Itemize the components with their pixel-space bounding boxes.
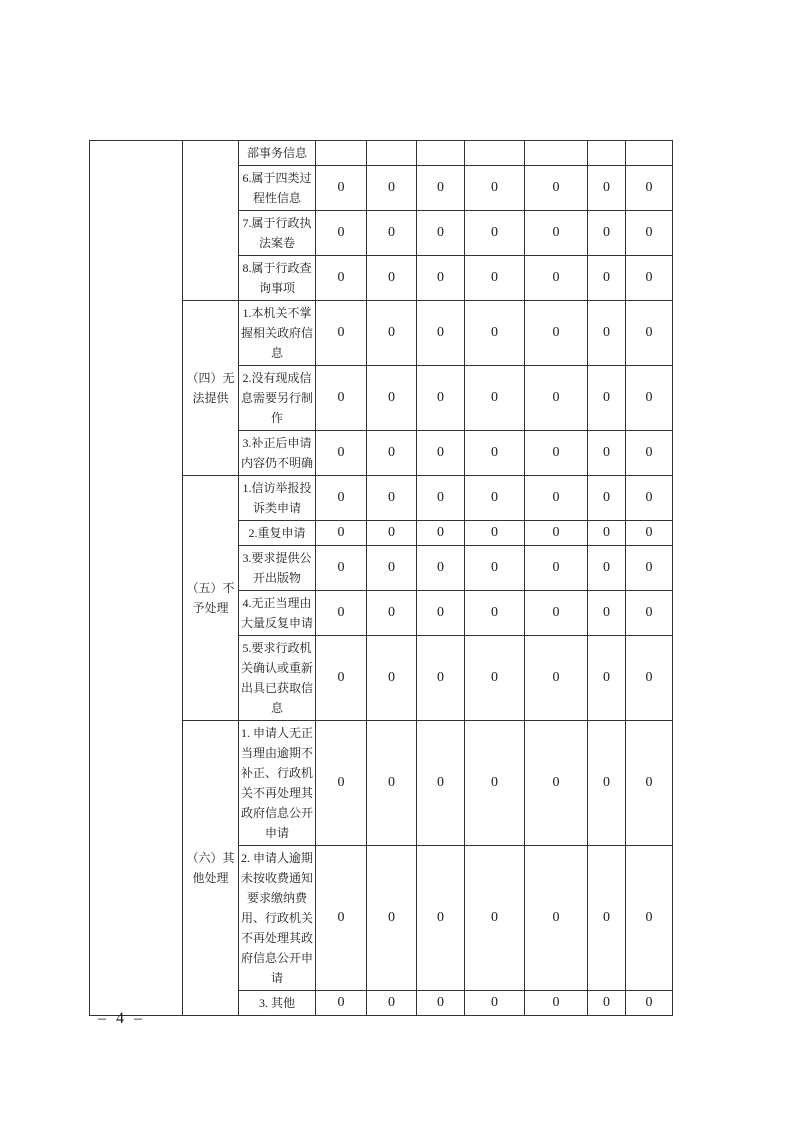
row-label-cell: 3.补正后申请内容仍不明确 xyxy=(239,431,316,476)
value-cell: 0 xyxy=(316,546,367,591)
value-cell: 0 xyxy=(465,301,525,366)
value-cell: 0 xyxy=(465,546,525,591)
value-cell: 0 xyxy=(588,521,626,546)
value-cell: 0 xyxy=(417,521,465,546)
value-cell: 0 xyxy=(626,256,673,301)
row-label-cell: 3.要求提供公开出版物 xyxy=(239,546,316,591)
value-cell: 0 xyxy=(525,476,588,521)
value-cell: 0 xyxy=(417,991,465,1016)
value-cell: 0 xyxy=(626,431,673,476)
table-row xyxy=(90,141,673,166)
value-cell: 0 xyxy=(367,431,417,476)
value-cell: 0 xyxy=(626,366,673,431)
value-cell: 0 xyxy=(588,211,626,256)
value-cell: 0 xyxy=(417,431,465,476)
row-label-cell: 部事务信息 xyxy=(239,141,316,166)
value-cell: 0 xyxy=(626,301,673,366)
value-cell: 0 xyxy=(417,476,465,521)
value-cell: 0 xyxy=(367,591,417,636)
value-cell xyxy=(465,141,525,166)
section-label-cell: （五）不予处理 xyxy=(183,476,239,721)
value-cell: 0 xyxy=(316,846,367,991)
value-cell: 0 xyxy=(626,721,673,846)
value-cell: 0 xyxy=(588,991,626,1016)
value-cell: 0 xyxy=(525,991,588,1016)
value-cell xyxy=(626,141,673,166)
value-cell: 0 xyxy=(588,846,626,991)
value-cell: 0 xyxy=(417,546,465,591)
value-cell xyxy=(316,141,367,166)
value-cell: 0 xyxy=(626,211,673,256)
value-cell: 0 xyxy=(588,591,626,636)
row-label-cell: 1.信访举报投诉类申请 xyxy=(239,476,316,521)
row-label-cell: 5.要求行政机关确认或重新出具已获取信息 xyxy=(239,636,316,721)
value-cell: 0 xyxy=(588,256,626,301)
value-cell: 0 xyxy=(316,521,367,546)
value-cell: 0 xyxy=(316,636,367,721)
value-cell: 0 xyxy=(465,636,525,721)
value-cell: 0 xyxy=(417,636,465,721)
value-cell: 0 xyxy=(316,166,367,211)
value-cell: 0 xyxy=(367,476,417,521)
value-cell: 0 xyxy=(525,431,588,476)
value-cell: 0 xyxy=(316,476,367,521)
value-cell: 0 xyxy=(465,591,525,636)
value-cell: 0 xyxy=(417,256,465,301)
value-cell: 0 xyxy=(626,991,673,1016)
section-label-cell: （六）其他处理 xyxy=(183,721,239,1016)
value-cell: 0 xyxy=(417,591,465,636)
value-cell: 0 xyxy=(525,166,588,211)
value-cell: 0 xyxy=(367,991,417,1016)
row-label-cell: 2. 申请人逾期未按收费通知要求缴纳费用、行政机关不再处理其政府信息公开申请 xyxy=(239,846,316,991)
value-cell: 0 xyxy=(367,256,417,301)
value-cell: 0 xyxy=(626,591,673,636)
value-cell: 0 xyxy=(525,591,588,636)
value-cell: 0 xyxy=(465,211,525,256)
section-label-cell xyxy=(183,141,239,301)
value-cell: 0 xyxy=(465,521,525,546)
value-cell: 0 xyxy=(367,636,417,721)
value-cell xyxy=(588,141,626,166)
value-cell: 0 xyxy=(417,166,465,211)
disclosure-report-table xyxy=(89,140,673,1016)
section-label-cell: （四）无法提供 xyxy=(183,301,239,476)
row-label-cell: 8.属于行政查询事项 xyxy=(239,256,316,301)
page-number: – 4 – xyxy=(98,1010,145,1027)
value-cell: 0 xyxy=(465,846,525,991)
value-cell: 0 xyxy=(465,256,525,301)
value-cell: 0 xyxy=(465,476,525,521)
value-cell: 0 xyxy=(417,211,465,256)
value-cell: 0 xyxy=(316,431,367,476)
value-cell: 0 xyxy=(367,366,417,431)
row-label-cell: 6.属于四类过程性信息 xyxy=(239,166,316,211)
value-cell: 0 xyxy=(588,431,626,476)
value-cell: 0 xyxy=(316,366,367,431)
value-cell xyxy=(525,141,588,166)
value-cell: 0 xyxy=(626,476,673,521)
value-cell: 0 xyxy=(588,476,626,521)
value-cell: 0 xyxy=(465,431,525,476)
row-label-cell: 3. 其他 xyxy=(239,991,316,1016)
value-cell: 0 xyxy=(417,846,465,991)
value-cell xyxy=(417,141,465,166)
value-cell: 0 xyxy=(417,301,465,366)
value-cell: 0 xyxy=(367,301,417,366)
value-cell: 0 xyxy=(367,846,417,991)
value-cell: 0 xyxy=(626,636,673,721)
value-cell: 0 xyxy=(367,721,417,846)
value-cell: 0 xyxy=(465,721,525,846)
value-cell: 0 xyxy=(525,636,588,721)
value-cell: 0 xyxy=(316,721,367,846)
value-cell: 0 xyxy=(367,211,417,256)
value-cell: 0 xyxy=(417,721,465,846)
value-cell: 0 xyxy=(588,301,626,366)
row-label-cell: 4.无正当理由大量反复申请 xyxy=(239,591,316,636)
row-label-cell: 1. 申请人无正当理由逾期不补正、行政机关不再处理其政府信息公开申请 xyxy=(239,721,316,846)
value-cell: 0 xyxy=(525,721,588,846)
value-cell: 0 xyxy=(465,166,525,211)
left-spanner-cell xyxy=(90,141,183,1016)
report-table-body xyxy=(90,141,673,1016)
value-cell: 0 xyxy=(525,211,588,256)
value-cell: 0 xyxy=(626,546,673,591)
value-cell: 0 xyxy=(316,256,367,301)
value-cell: 0 xyxy=(367,166,417,211)
value-cell: 0 xyxy=(465,366,525,431)
value-cell: 0 xyxy=(588,546,626,591)
value-cell: 0 xyxy=(417,366,465,431)
value-cell: 0 xyxy=(525,846,588,991)
value-cell: 0 xyxy=(316,591,367,636)
value-cell: 0 xyxy=(316,301,367,366)
row-label-cell: 2.没有现成信息需要另行制作 xyxy=(239,366,316,431)
value-cell: 0 xyxy=(525,256,588,301)
row-label-cell: 2.重复申请 xyxy=(239,521,316,546)
row-label-cell: 1.本机关不掌握相关政府信息 xyxy=(239,301,316,366)
value-cell: 0 xyxy=(525,301,588,366)
value-cell: 0 xyxy=(588,636,626,721)
value-cell: 0 xyxy=(316,211,367,256)
value-cell: 0 xyxy=(588,166,626,211)
value-cell: 0 xyxy=(626,846,673,991)
value-cell: 0 xyxy=(367,546,417,591)
value-cell: 0 xyxy=(525,366,588,431)
value-cell: 0 xyxy=(626,166,673,211)
value-cell: 0 xyxy=(525,546,588,591)
value-cell: 0 xyxy=(465,991,525,1016)
value-cell: 0 xyxy=(588,366,626,431)
value-cell: 0 xyxy=(316,991,367,1016)
value-cell: 0 xyxy=(367,521,417,546)
value-cell: 0 xyxy=(588,721,626,846)
value-cell: 0 xyxy=(626,521,673,546)
value-cell: 0 xyxy=(525,521,588,546)
value-cell xyxy=(367,141,417,166)
row-label-cell: 7.属于行政执法案卷 xyxy=(239,211,316,256)
